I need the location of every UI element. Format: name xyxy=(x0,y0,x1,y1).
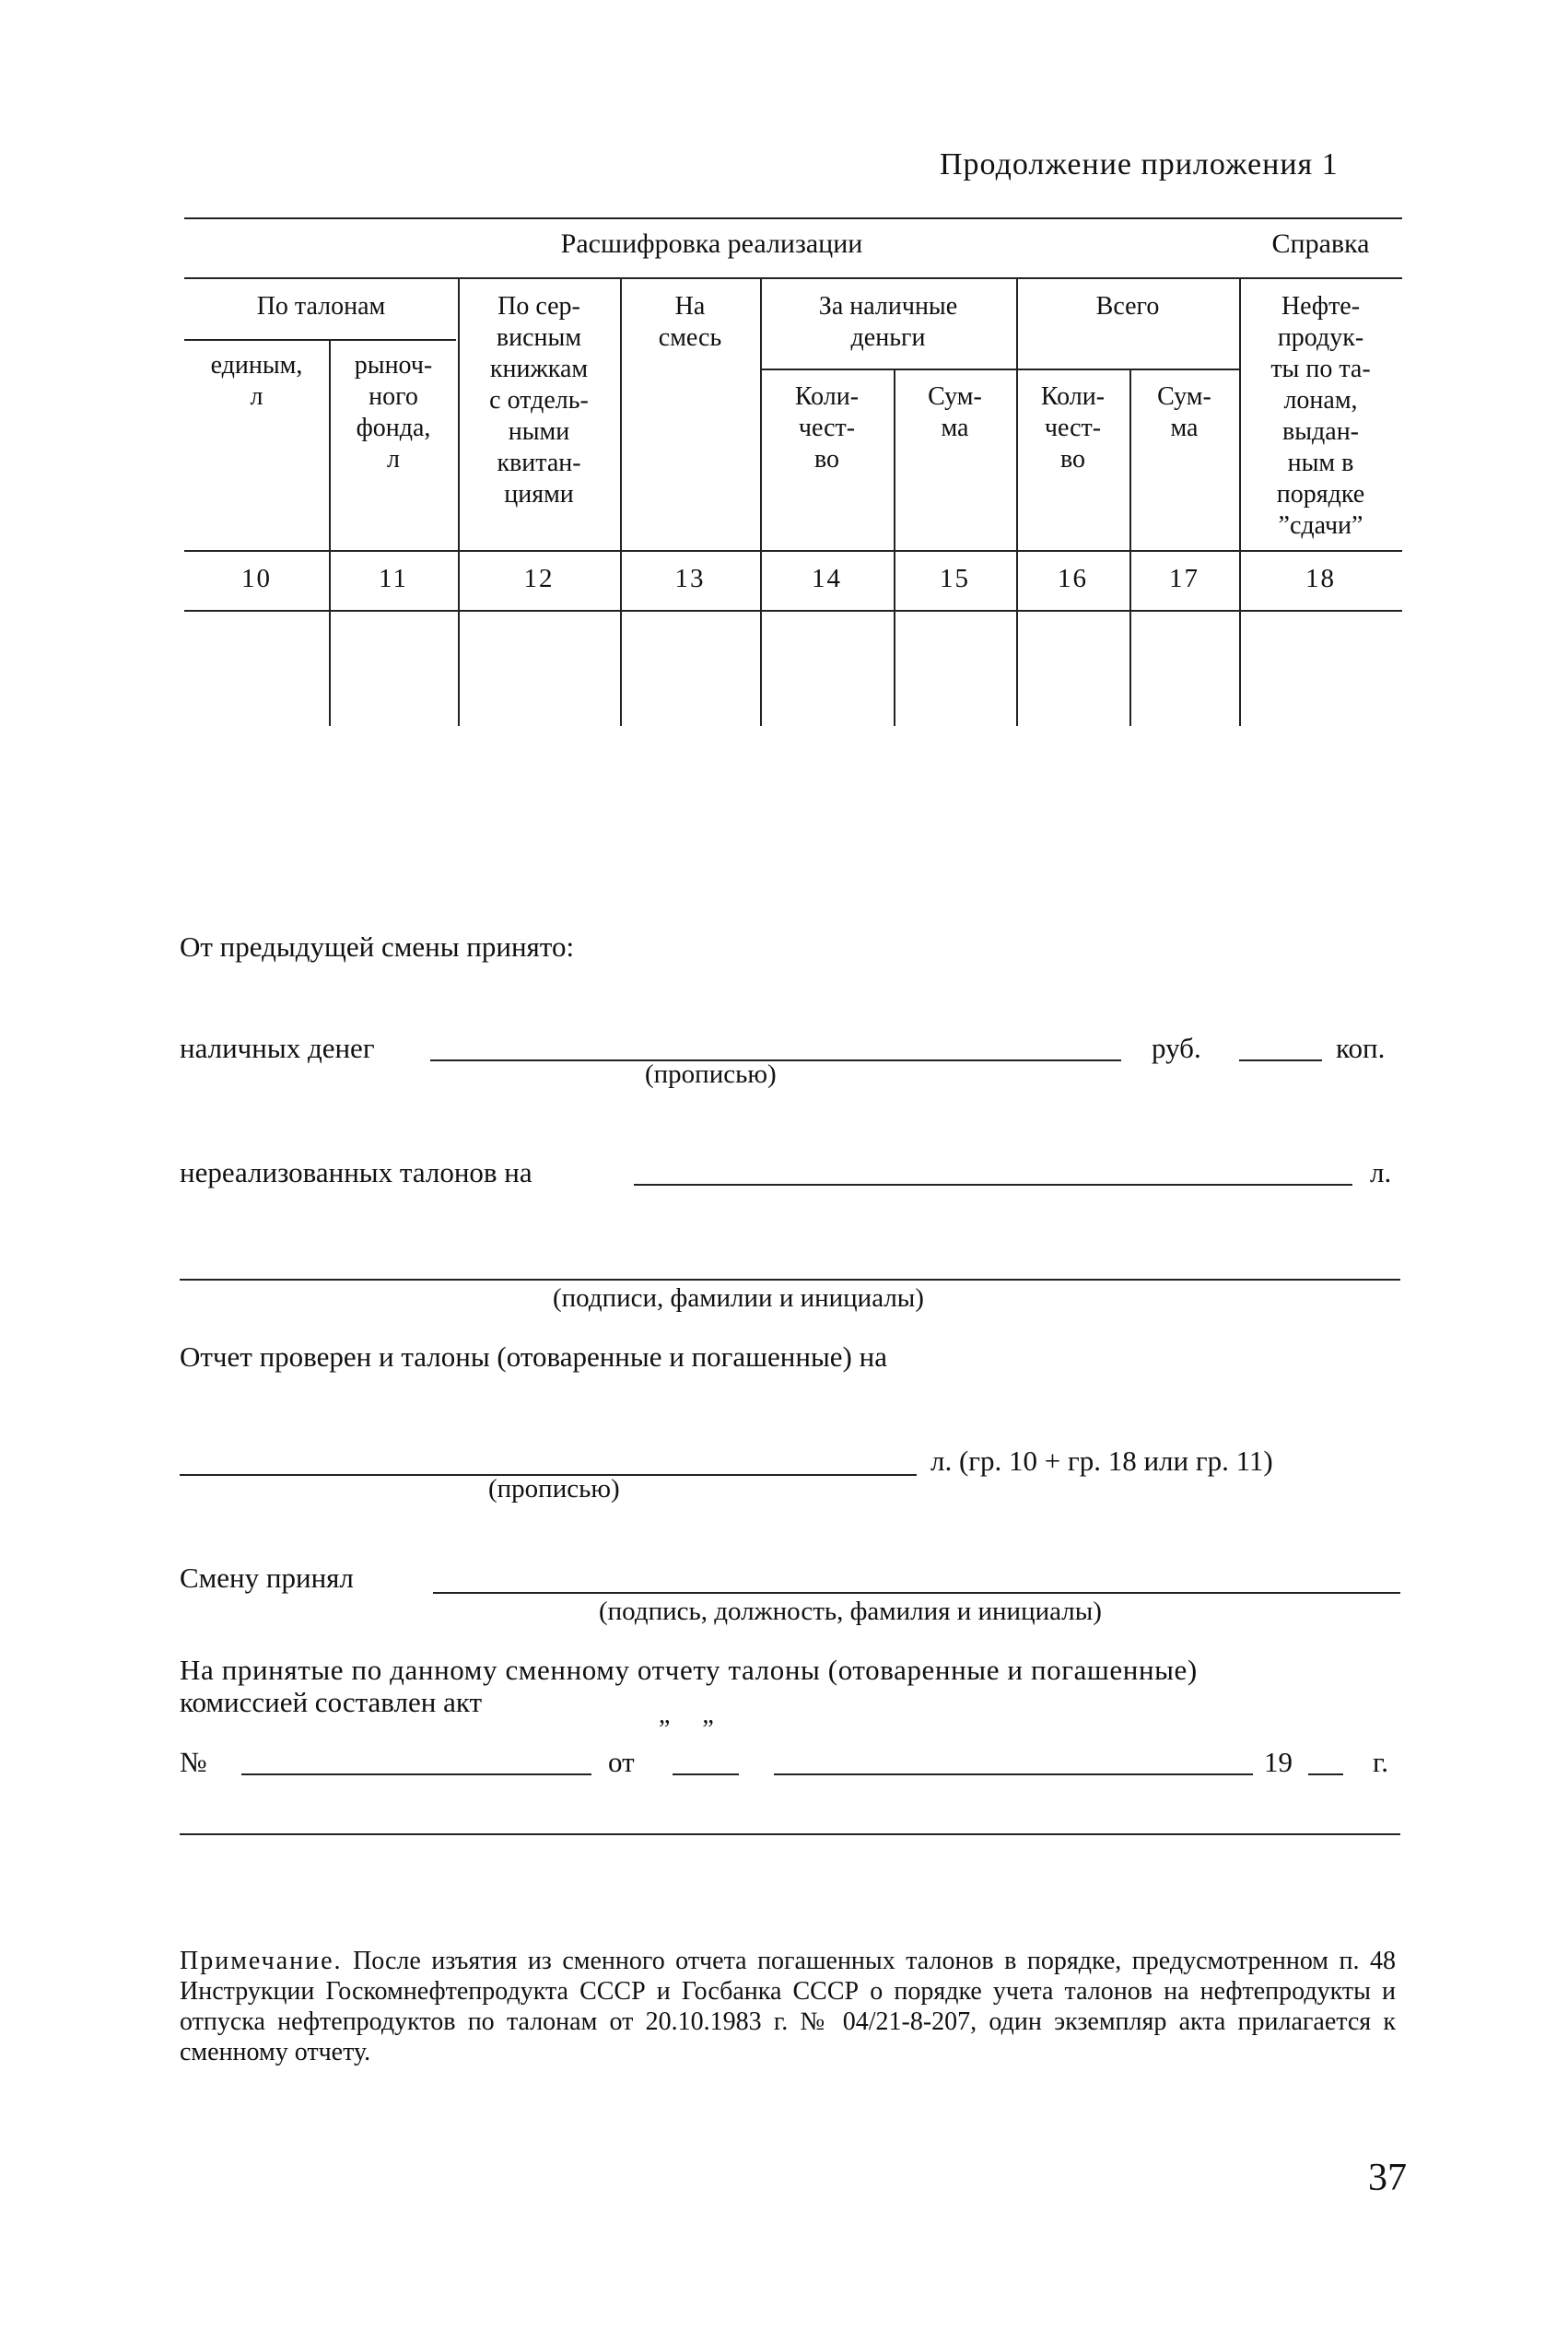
act-day-line[interactable] xyxy=(673,1773,739,1775)
act-text-line2: комиссией составлен акт xyxy=(180,1686,483,1718)
group-realization-header: Расшифровка реализации xyxy=(560,228,863,259)
table-group-rule xyxy=(184,277,1402,279)
kop-label: коп. xyxy=(1336,1032,1386,1064)
rub-label: руб. xyxy=(1152,1032,1201,1064)
cash-label: наличных денег xyxy=(180,1032,375,1064)
act-from-label: от xyxy=(608,1746,635,1778)
act-year-suffix: г. xyxy=(1373,1746,1388,1778)
col-qty-cash-header: Коли- чест- во xyxy=(794,382,860,474)
act-month-line[interactable] xyxy=(774,1773,1253,1775)
table-col-divider xyxy=(1016,277,1018,726)
act-year-line[interactable] xyxy=(1308,1773,1343,1775)
signatures-caption: (подписи, фамилии и инициалы) xyxy=(553,1283,924,1313)
unsold-liters: л. xyxy=(1370,1156,1392,1188)
unsold-label: нереализованных талонов на xyxy=(180,1156,532,1188)
column-number: 18 xyxy=(1305,564,1336,593)
column-number: 15 xyxy=(940,564,970,593)
footnote-label: Примечание. xyxy=(180,1947,343,1975)
quote-marks: ” ” xyxy=(659,1715,714,1744)
col-sum-cash-header: Сум- ма xyxy=(928,382,982,442)
table-subheader-rule-mid xyxy=(760,369,1239,370)
col-sum-total-header: Сум- ма xyxy=(1157,382,1211,442)
footnote xyxy=(180,1946,1396,2067)
table-numbers-bottom-rule xyxy=(184,610,1402,612)
col-by-coupons-header: По талонам xyxy=(256,292,386,321)
col-market-header: рыноч- ного фонда, л xyxy=(354,351,433,474)
shift-signature-caption: (подпись, должность, фамилия и инициалы) xyxy=(599,1597,1102,1626)
column-number: 10 xyxy=(241,564,272,593)
bottom-rule xyxy=(180,1833,1400,1835)
act-number-line[interactable] xyxy=(241,1773,591,1775)
column-number: 11 xyxy=(379,564,408,593)
table-subheader-rule-left xyxy=(184,339,456,341)
col-service-header: По сер- висным книжкам с отдель- ными квитан- циями xyxy=(489,292,589,509)
act-year-prefix: 19 xyxy=(1264,1746,1293,1778)
signatures-line[interactable] xyxy=(180,1279,1400,1281)
col-unified-header: единым, л xyxy=(210,351,303,411)
col-qty-total-header: Коли- чест- во xyxy=(1040,382,1106,474)
column-number: 13 xyxy=(674,564,706,593)
act-number-sign: № xyxy=(180,1746,207,1778)
col-total-header: Всего xyxy=(1095,292,1160,321)
column-number: 12 xyxy=(523,564,555,593)
cash-in-words-caption: (прописью) xyxy=(645,1059,777,1089)
act-text-line1: На принятые по данному сменному отчету талоны (отоваренные и погашенные) xyxy=(180,1654,1198,1686)
column-number: 16 xyxy=(1058,564,1088,593)
col-cash-header: За наличные деньги xyxy=(818,292,958,352)
table-top-rule xyxy=(184,217,1402,219)
column-number: 17 xyxy=(1169,564,1199,593)
checked-in-words-caption: (прописью) xyxy=(488,1474,620,1504)
col-reference-header: Нефте- продук- ты по та- лонам, выдан- ным в порядке ”сдачи” xyxy=(1270,292,1371,540)
shift-accepted-label: Смену принял xyxy=(180,1562,354,1594)
column-number: 14 xyxy=(812,564,842,593)
group-reference-header: Справка xyxy=(1271,228,1370,259)
shift-signature-line[interactable] xyxy=(433,1592,1400,1594)
kop-line[interactable] xyxy=(1239,1059,1322,1061)
table-header-bottom-rule xyxy=(184,550,1402,552)
footnote-text: После изъятия из сменного отчета погашенных талонов в порядке, предусмотренном п. 48 Инструкции Госкомнефтепродукта СССР и Госбанка СССР о порядке учета талонов на нефтепродукты и отпуска нефтепродуктов по талонам от 20.10.1983 г. № 04/21-8-207, один экземпляр акта прилагается к сменному отчету. xyxy=(180,1947,1397,2066)
col-mix-header: На смесь xyxy=(658,292,722,352)
checked-formula: л. (гр. 10 + гр. 18 или гр. 11) xyxy=(930,1445,1273,1477)
unsold-amount-line[interactable] xyxy=(634,1184,1352,1186)
page-number: 37 xyxy=(1368,2157,1407,2199)
accepted-title: От предыдущей смены принято: xyxy=(180,930,575,963)
continuation-header: Продолжение приложения 1 xyxy=(940,147,1339,181)
checked-text: Отчет проверен и талоны (отоваренные и погашенные) на xyxy=(180,1340,887,1373)
